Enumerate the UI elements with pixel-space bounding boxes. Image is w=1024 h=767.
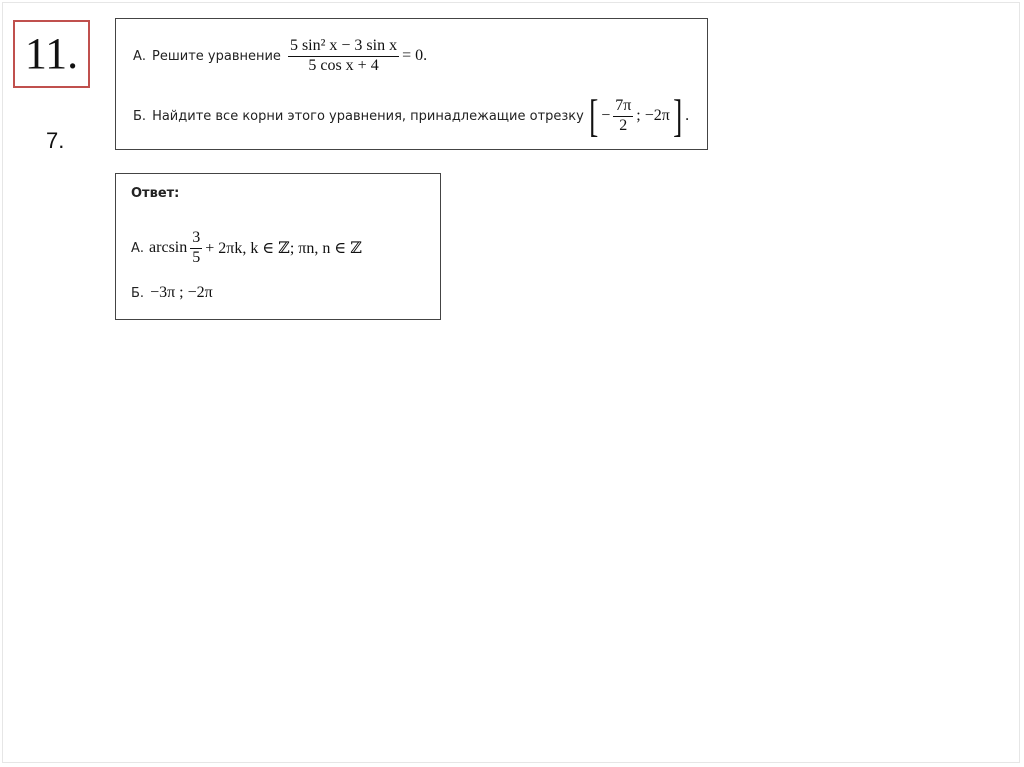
task-a-text: Решите уравнение (152, 48, 281, 64)
answer-part-b (131, 282, 213, 304)
answer-b-label: Б. (131, 285, 145, 301)
answer-a-fraction (190, 229, 202, 267)
interval-minus-sign: − (601, 107, 611, 124)
task-a-fraction (288, 37, 399, 75)
task-number: 11. (24, 29, 79, 78)
interval-fraction-denominator: 2 (619, 116, 628, 134)
task-part-b (133, 89, 689, 143)
task-number-box (13, 20, 90, 88)
answer-part-a (131, 224, 362, 272)
task-a-fraction-denominator: 5 cos x + 4 (308, 56, 379, 74)
answer-a-arcsin: arcsin (149, 239, 188, 256)
task-b-text: Найдите все корни этого уравнения, принадлежащие отрезку (152, 108, 584, 124)
interval-rest: ; −2π (636, 107, 670, 124)
answer-box (115, 173, 441, 320)
task-a-label: А. (133, 48, 147, 64)
task-part-a (133, 31, 427, 81)
sub-task-number: 7. (46, 128, 65, 153)
answer-a-fraction-numerator: 3 (190, 229, 202, 248)
task-b-end: . (685, 107, 690, 124)
task-box (115, 18, 708, 150)
answer-a-rest: + 2πk, k ∈ ℤ; πn, n ∈ ℤ (205, 240, 362, 257)
task-a-equals: = 0. (402, 47, 428, 64)
interval-left-bracket: [ (588, 90, 599, 142)
answer-title: Ответ: (131, 186, 180, 201)
answer-a-label: А. (131, 240, 145, 256)
task-b-label: Б. (133, 108, 147, 124)
answer-b-value: −3π ; −2π (150, 284, 213, 301)
task-a-fraction-numerator: 5 sin² x − 3 sin x (288, 37, 399, 56)
interval-fraction (613, 97, 633, 135)
interval-right-bracket: ] (672, 90, 683, 142)
interval-fraction-numerator: 7π (613, 97, 633, 116)
answer-a-fraction-denominator: 5 (192, 248, 201, 266)
